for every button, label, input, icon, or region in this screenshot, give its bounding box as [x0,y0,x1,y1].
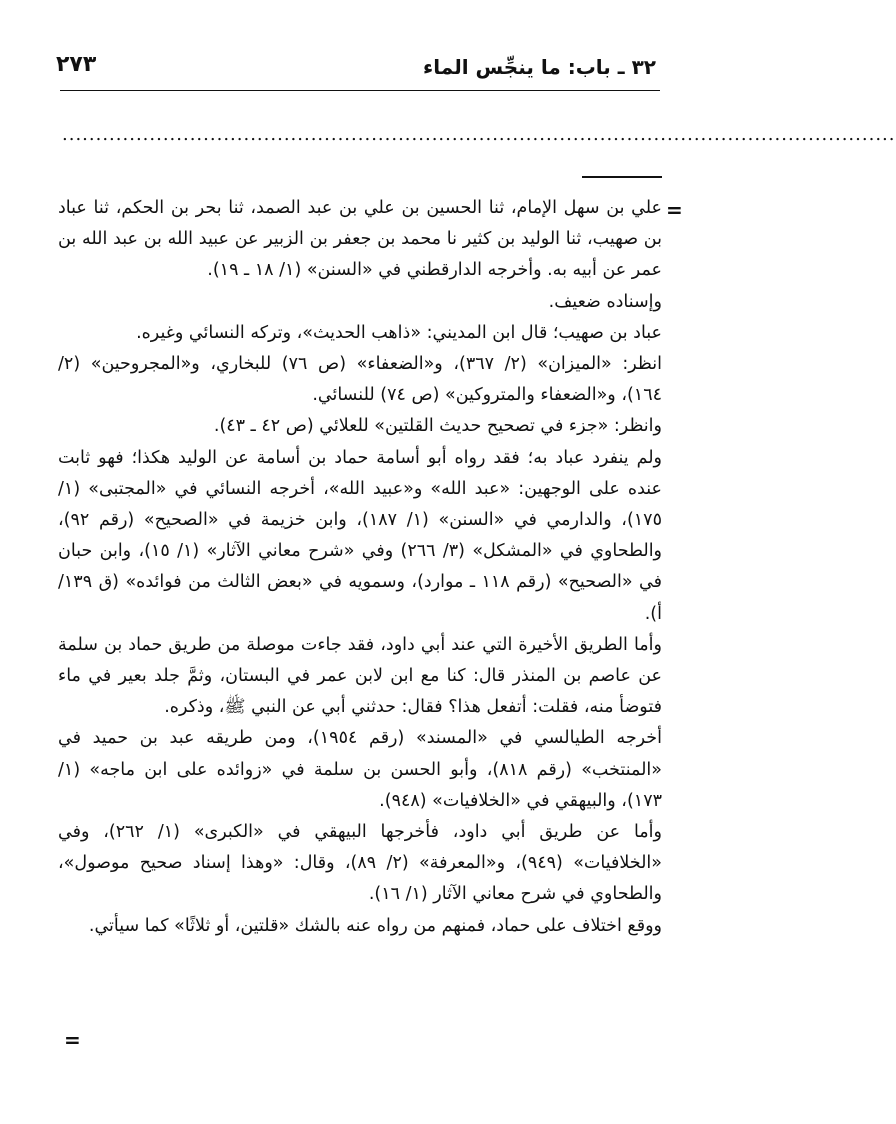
paragraph-grading: وإسناده ضعيف. [548,291,662,312]
footnote-rule [582,176,662,178]
paragraph-corroboration: ولم ينفرد عباد به؛ فقد رواه أبو أسامة حماد بن أسامة عن الوليد هكذا؛ فهو ثابت عنده على الوجهين: «عبد الله» و«عبيد الله»، أخرجه النسائي في «المجتبى» (١/ ١٧٥)، والدارمي في «السنن» (١/ ١٨٧)، وابن خزيمة في «الصحيح» (رقم ٩٢)، والطحاوي في «المشكل» (٣/ ٢٦٦) وفي «شرح معاني الآثار» (١/ ١٥)، وابن حبان في «الصحيح» (رقم ١١٨ ـ موارد)، وسمويه في «بعض الثالث من فوائده» (ق ١٣٩/ أ). [58,447,663,624]
paragraph-disagreement: ووقع اختلاف على حماد، فمنهم من رواه عنه بالشك «قلتين، أو ثلاثًا» كما سيأتي. [88,915,662,936]
chapter-title: ٣٢ ـ باب: ما ينجِّس الماء [423,55,656,79]
header-rule [60,90,660,91]
paragraph-see-also: وانظر: «جزء في تصحيح حديث القلتين» للعلائي (ص ٤٢ ـ ٤٣). [213,416,662,437]
footnote-body [58,193,662,942]
paragraph-abu-dawud-route: وأما الطريق الأخيرة التي عند أبي داود، فقد جاءت موصلة من طريق حماد بن سلمة عن عاصم بن المنذر قال: كنا مع ابن لابن عمر في البستان، وثمَّ جلد بعير في ماء فتوضأ منه، فقلت: أتفعل هذا؟ فقال: حدثني أبي عن النبي ﷺ، وذكره. [58,634,662,718]
paragraph-chain: علي بن سهل الإمام، ثنا الحسين بن علي بن عبد الصمد، ثنا بحر بن الحكم، ثنا عباد بن صهيب، ثنا الوليد بن كثير نا محمد بن جعفر بن الزبير عن عبيد الله بن عبد الله بن عمر عن أبيه به. وأخرجه الدارقطني في «السنن» (١/ ١٨ ـ ١٩). [58,198,662,281]
continuation-mark-start: = [666,198,683,222]
separator-dots: ............................................................................................................................ [62,124,896,145]
paragraph-bayhaqi: وأما عن طريق أبي داود، فأخرجها البيهقي في «الكبرى» (١/ ٢٦٢)، وفي «الخلافيات» (٩٤٩)، و«المعرفة» (٢/ ٨٩)، وقال: «وهذا إسناد صحيح موصول»، والطحاوي في شرح معاني الآثار (١/ ١٦). [58,822,663,905]
page-number: ٢٧٣ [56,52,97,77]
paragraph-narrator: عباد بن صهيب؛ قال ابن المديني: «ذاهب الحديث»، وتركه النسائي وغيره. [136,322,662,343]
paragraph-tayalisi: أخرجه الطيالسي في «المسند» (رقم ١٩٥٤)، ومن طريقه عبد بن حميد في «المنتخب» (رقم ٨١٨)، وأبو الحسن بن سلمة في «زوائده على ابن ماجه» (١/ ١٧٣)، والبيهقي في «الخلافيات» (٩٤٨). [58,728,662,811]
paragraph-references: انظر: «الميزان» (٢/ ٣٦٧)، و«الضعفاء» (ص ٧٦) للبخاري، و«المجروحين» (٢/ ١٦٤)، و«الضعفاء والمتروكين» (ص ٧٤) للنسائي. [58,354,662,406]
continuation-mark-end: = [64,1028,81,1052]
